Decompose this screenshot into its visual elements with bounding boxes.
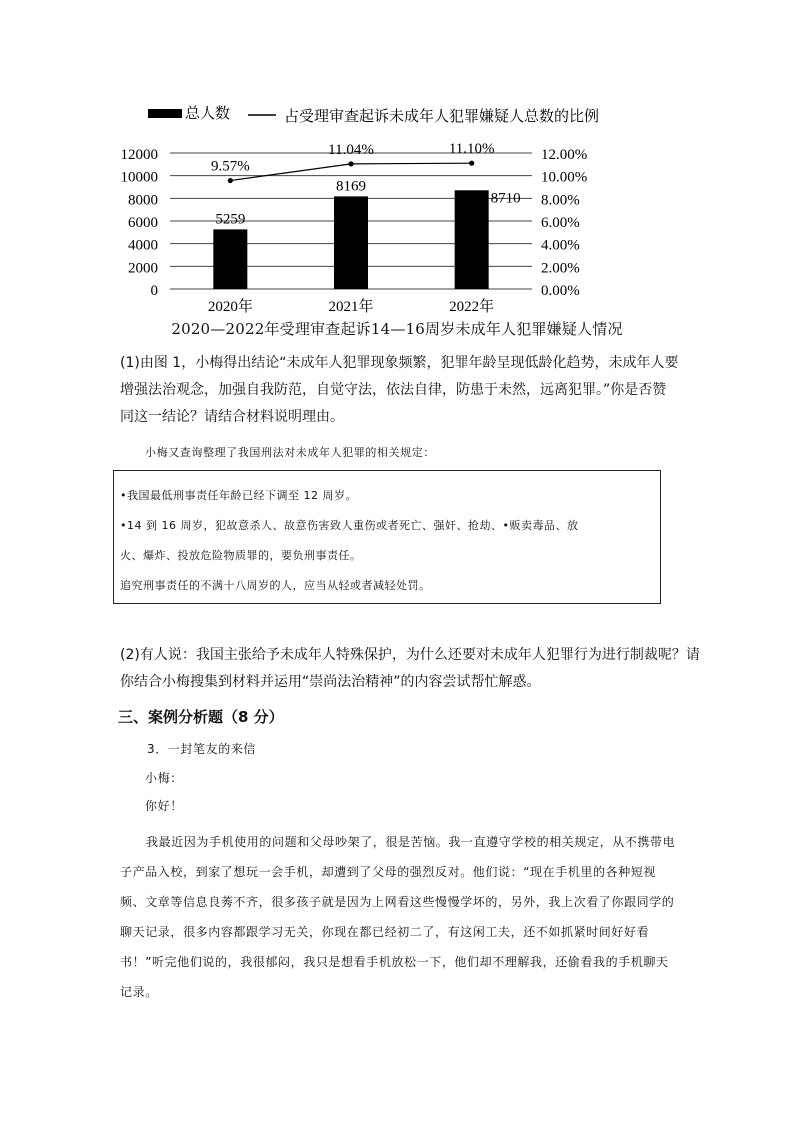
legend-bar-swatch xyxy=(148,109,182,118)
bar-data-label: 5259 xyxy=(215,211,246,228)
right-tick-label: 4.00% xyxy=(541,237,580,254)
letter-title: 3．一封笔友的来信 xyxy=(147,742,257,756)
law-provisions-box xyxy=(113,470,661,604)
section-heading: 三、案例分析题（8 分） xyxy=(118,708,284,726)
question-2: (2)有人说：我国主张给予未成年人特殊保护，为什么还要对未成年人犯罪行为进行制裁呢？请你结合小梅搜集到材料并运用“崇尚法治精神”的内容尝试帮忙解惑。 xyxy=(120,647,700,690)
combo-chart xyxy=(0,95,794,325)
ratio-data-label: 11.04% xyxy=(328,141,374,158)
x-tick-label: 2020年 xyxy=(207,299,253,315)
law-line-2: •14 到 16 周岁，犯故意杀人、故意伤害致人重伤或者死亡、强奸、抢劫、•贩卖毒品、放 xyxy=(120,519,579,532)
legend-bar-label: 总人数 xyxy=(185,106,231,122)
left-tick-label: 4000 xyxy=(128,237,158,254)
letter-body: 我最近因为手机使用的问题和父母吵架了，很是苦恼。我一直遵守学校的相关规定，从不携带电子产品入校，到家了想玩一会手机，却遭到了父母的强烈反对。他们说：“现在手机里的各种短视频、文章等信息良莠不齐，很多孩子就是因为上网看这些慢慢学坏的，另外，我上次看了你跟同学的聊天记录，很多内容都跟学习无关，你现在都已经初二了，有这闲工夫，还不如抓紧时间好好看书！”听完他们说的，我很郁闷，我只是想看手机放松一下，他们却不理解我，还偷看我的手机聊天记录。 xyxy=(120,835,676,999)
left-tick-label: 0 xyxy=(150,283,158,299)
right-tick-label: 10.00% xyxy=(541,169,588,186)
law-line-3: 火、爆炸、投放危险物质罪的，要负刑事责任。 xyxy=(120,549,362,562)
left-tick-label: 6000 xyxy=(128,215,158,231)
left-tick-label: 2000 xyxy=(128,260,158,277)
bar-data-label: 8169 xyxy=(336,178,366,195)
bar xyxy=(213,229,247,289)
left-tick-label: 10000 xyxy=(120,169,158,186)
right-tick-label: 8.00% xyxy=(541,192,580,209)
x-tick-label: 2021年 xyxy=(328,299,374,315)
question-1: (1)由图 1，小梅得出结论“未成年人犯罪现象频繁，犯罪年龄呈现低龄化趋势，未成年人要增强法治观念，加强自我防范，自觉守法，依法自律，防患于未然，远离犯罪。”你是否赞同这一结论？请结合材料说明理由。 xyxy=(120,355,679,425)
right-tick-label: 0.00% xyxy=(541,283,580,299)
ratio-point xyxy=(228,178,233,183)
bar xyxy=(455,190,489,289)
ratio-data-label: 9.57% xyxy=(210,158,250,175)
material-intro: 小梅又查询整理了我国刑法对未成年人犯罪的相关规定： xyxy=(145,446,435,459)
right-tick-label: 2.00% xyxy=(541,260,580,277)
ratio-point xyxy=(469,161,474,166)
right-tick-label: 12.00% xyxy=(541,147,588,163)
chart-title: 2020—2022年受理审查起诉14—16周岁未成年人犯罪嫌疑人情况 xyxy=(171,320,623,338)
law-line-4: 追究刑事责任的不满十八周岁的人，应当从轻或者减轻处罚。 xyxy=(120,579,431,592)
bar-data-label: 8710 xyxy=(490,190,521,207)
letter-greeting: 你好！ xyxy=(145,799,183,813)
bar xyxy=(334,196,368,289)
ratio-point xyxy=(348,161,353,166)
x-tick-label: 2022年 xyxy=(449,299,495,315)
letter-recipient: 小梅： xyxy=(145,771,183,785)
legend-line-label: 占受理审查起诉未成年人犯罪嫌疑人总数的比例 xyxy=(284,109,600,125)
left-tick-label: 12000 xyxy=(120,147,158,163)
right-tick-label: 6.00% xyxy=(541,215,580,231)
chart-container xyxy=(0,95,794,345)
law-line-1: •我国最低刑事责任年龄已经下调至 12 周岁。 xyxy=(120,489,357,502)
ratio-data-label: 11.10% xyxy=(448,141,495,158)
left-tick-label: 8000 xyxy=(128,192,158,209)
